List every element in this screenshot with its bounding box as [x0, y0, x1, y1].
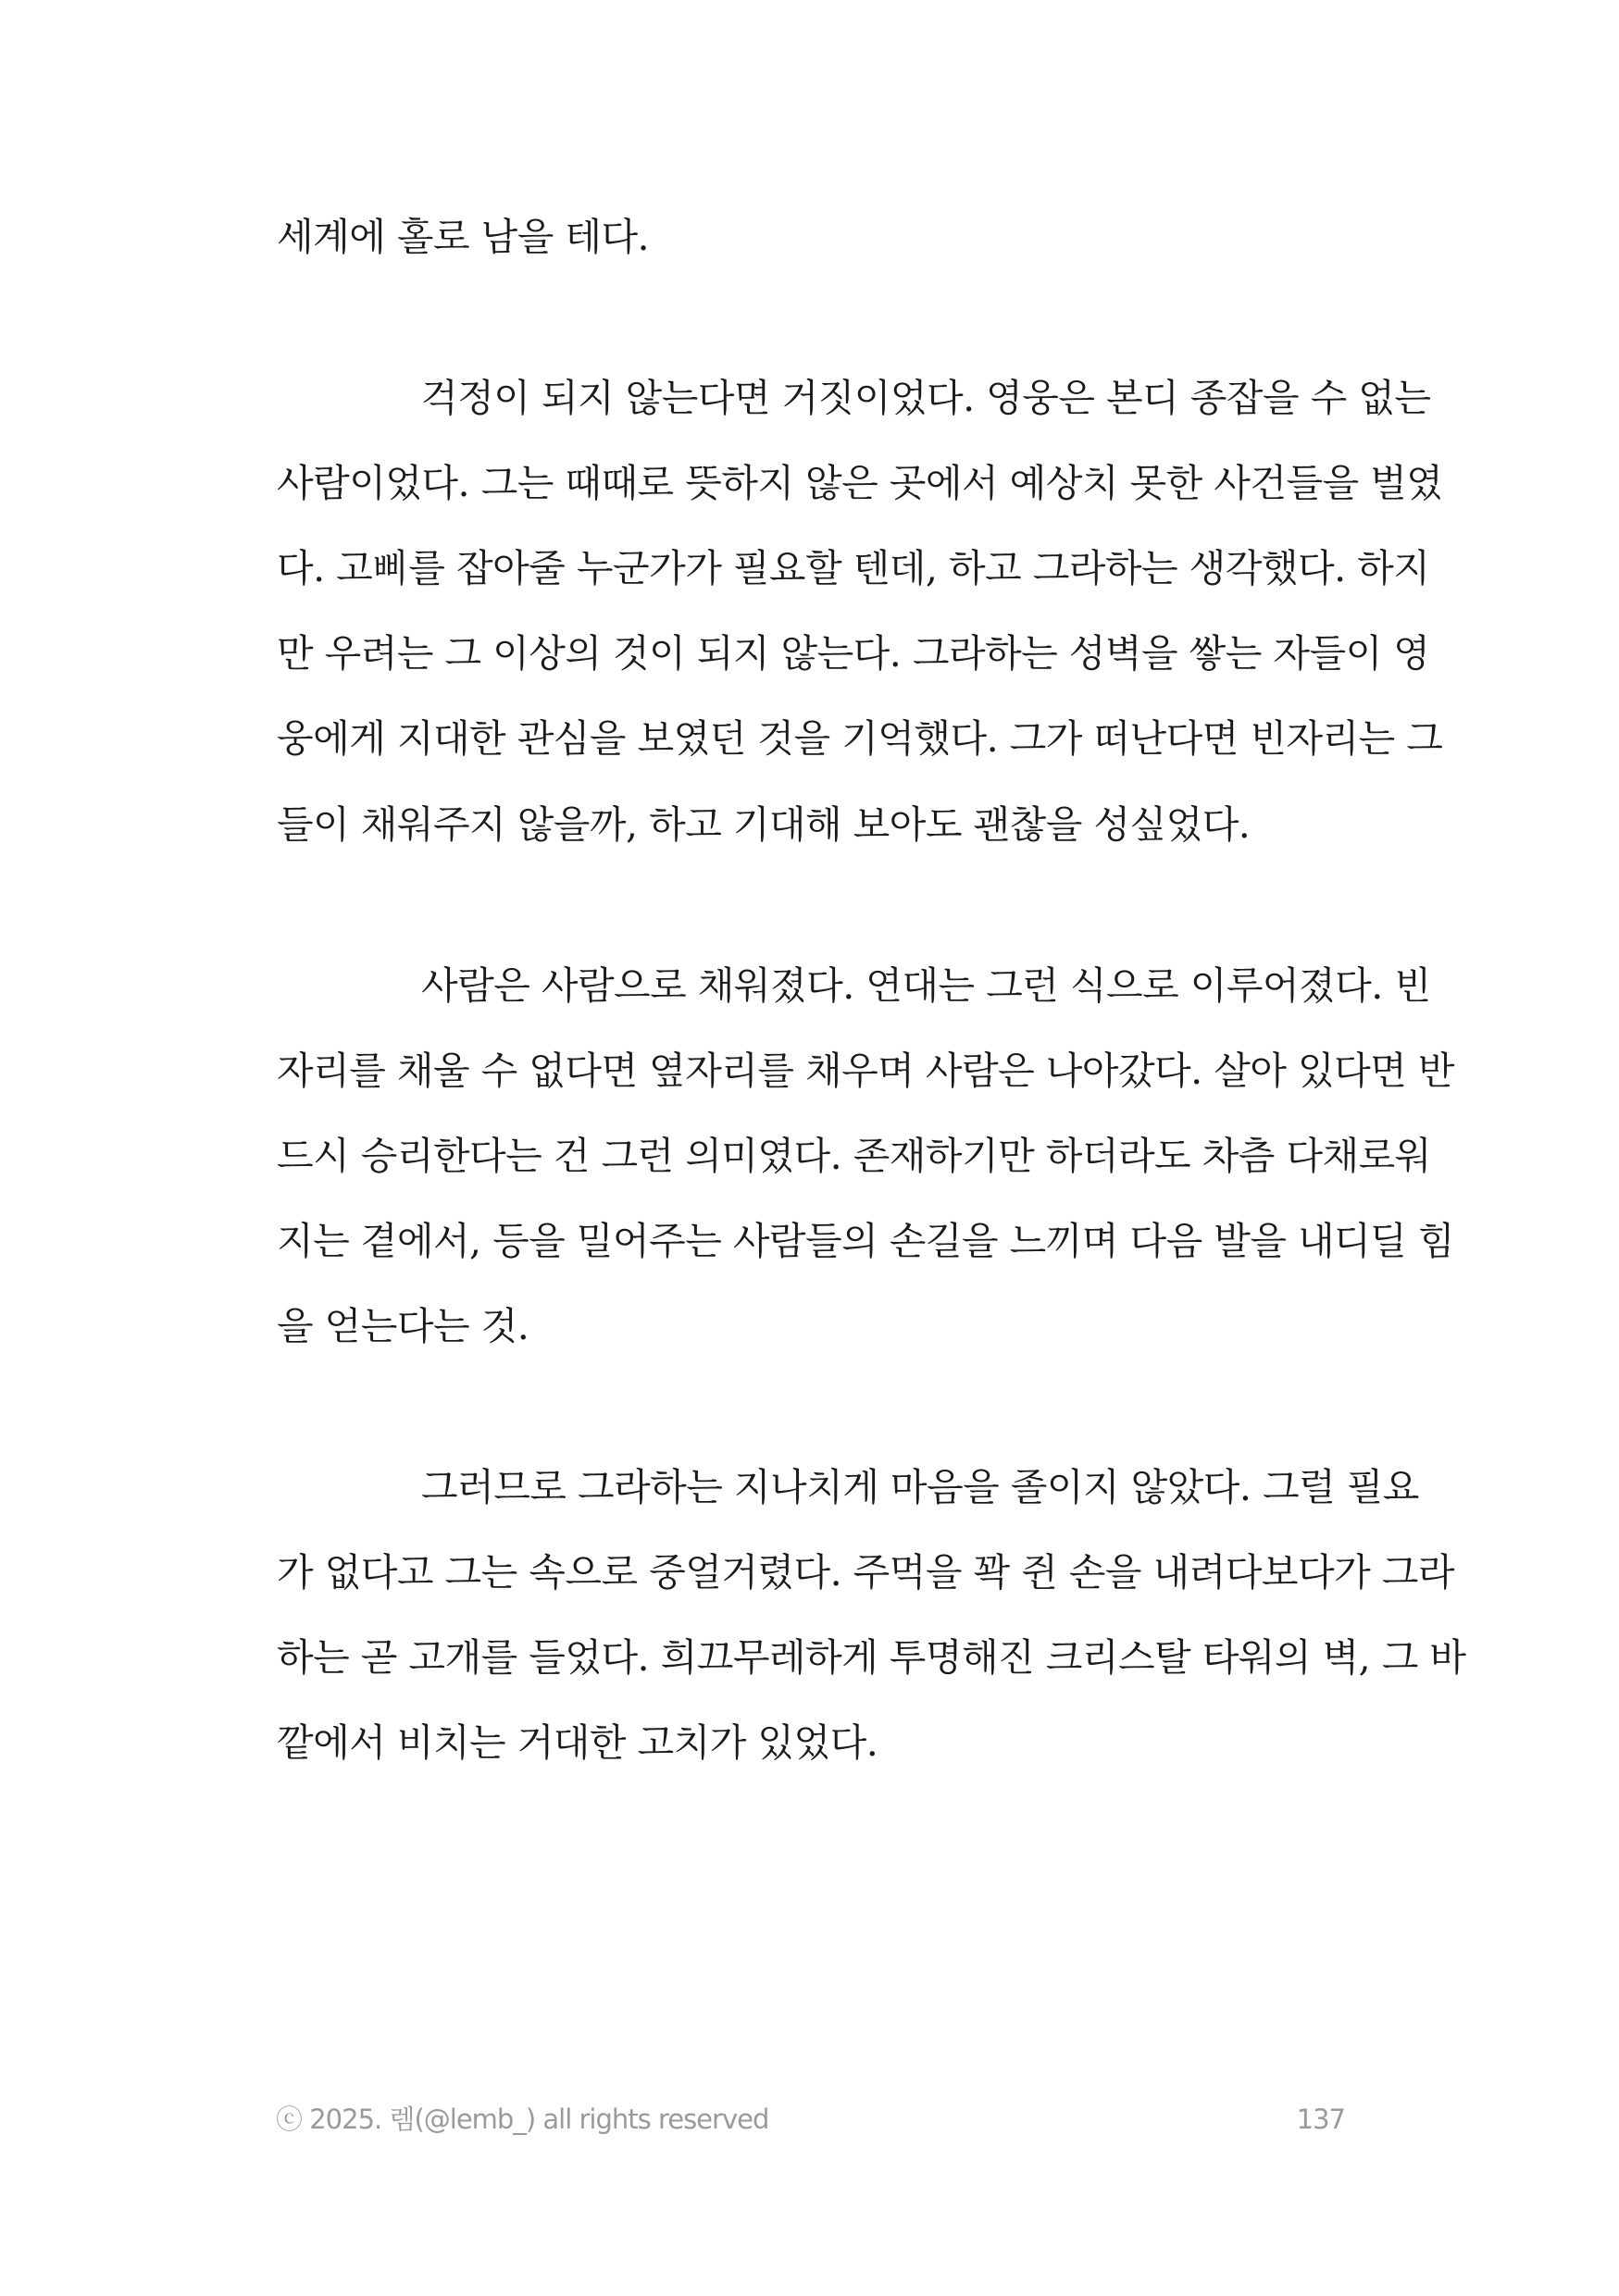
text-line: 다. 고삐를 잡아줄 누군가가 필요할 텐데, 하고 그라하는 생각했다. 하지	[277, 546, 1430, 590]
paragraph-first-line: 그러므로 그라하는 지나치게 마음을 졸이지 않았다. 그럴 필요	[421, 1465, 1419, 1509]
text-line: 자리를 채울 수 없다면 옆자리를 채우며 사람은 나아갔다. 살아 있다면 반	[277, 1049, 1454, 1093]
copyright-notice: ⓒ 2025. 렘(@lemb_) all rights reserved	[276, 2104, 769, 2135]
text-line: 가 없다고 그는 속으로 중얼거렸다. 주먹을 꽉 쥔 손을 내려다보다가 그라	[277, 1550, 1454, 1595]
text-line: 드시 승리한다는 건 그런 의미였다. 존재하기만 하더라도 차츰 다채로워	[277, 1134, 1431, 1178]
page-number: 137	[1296, 2104, 1345, 2135]
text-line: 깥에서 비치는 거대한 고치가 있었다.	[277, 1720, 878, 1765]
text-line: 을 얻는다는 것.	[277, 1304, 529, 1348]
paragraph-first-line: 사람은 사람으로 채워졌다. 연대는 그런 식으로 이루어졌다. 빈	[421, 963, 1431, 1008]
text-line: 지는 곁에서, 등을 밀어주는 사람들의 손길을 느끼며 다음 발을 내디딜 힘	[277, 1219, 1454, 1263]
text-line: 만 우려는 그 이상의 것이 되지 않는다. 그라하는 성벽을 쌓는 자들이 영	[277, 631, 1430, 676]
text-line: 웅에게 지대한 관심을 보였던 것을 기억했다. 그가 떠난다면 빈자리는 그	[277, 716, 1443, 761]
text-line: 세계에 홀로 남을 테다.	[277, 215, 650, 259]
text-line: 사람이었다. 그는 때때로 뜻하지 않은 곳에서 예상치 못한 사건들을 벌였	[277, 461, 1443, 505]
text-line: 들이 채워주지 않을까, 하고 기대해 보아도 괜찮을 성싶었다.	[277, 802, 1251, 847]
text-line: 하는 곧 고개를 들었다. 희끄무레하게 투명해진 크리스탈 타워의 벽, 그 바	[277, 1635, 1466, 1680]
paragraph-first-line: 걱정이 되지 않는다면 거짓이었다. 영웅은 본디 종잡을 수 없는	[421, 376, 1431, 420]
